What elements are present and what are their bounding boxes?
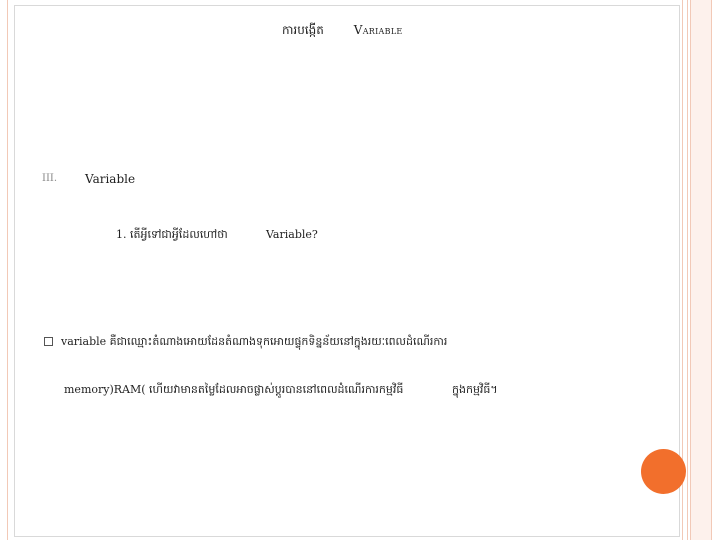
- left-border-decoration: [0, 0, 8, 540]
- bullet-text: variable គឺជាឈ្មោះតំណាងអោយដែនតំណាងទុកអោយផ្ទុកទិន្នន័យនៅក្នុងរយៈពេលដំណើរការ: [61, 335, 448, 348]
- slide-page: [14, 5, 680, 537]
- right-border-band: [690, 0, 712, 540]
- bullet-continuation: memory)RAM( ហើយវាមានតម្លៃដែលអាចផ្លាស់ប្តូរបាននៅពេលដំណើរការកម្មវិធី: [64, 383, 404, 396]
- section-title: Variable: [85, 172, 136, 186]
- orange-circle-decoration: [641, 449, 686, 494]
- subsection-heading: [116, 228, 318, 244]
- bullet-item: [44, 335, 447, 351]
- checkbox-bullet-icon: [44, 337, 53, 346]
- bullet-continuation-end: ក្នុងកម្មវិធី។: [452, 383, 498, 396]
- title-khmer: ការបង្កើត: [282, 23, 324, 37]
- title-english: Variable: [353, 23, 403, 37]
- subsection-label: 1. តើអ្វីទៅជាអ្វីដែលហៅថា: [116, 228, 228, 241]
- section-number: III.: [42, 173, 58, 184]
- slide-title: [282, 22, 403, 40]
- subsection-term: Variable?: [266, 228, 318, 241]
- right-border-line: [682, 0, 688, 540]
